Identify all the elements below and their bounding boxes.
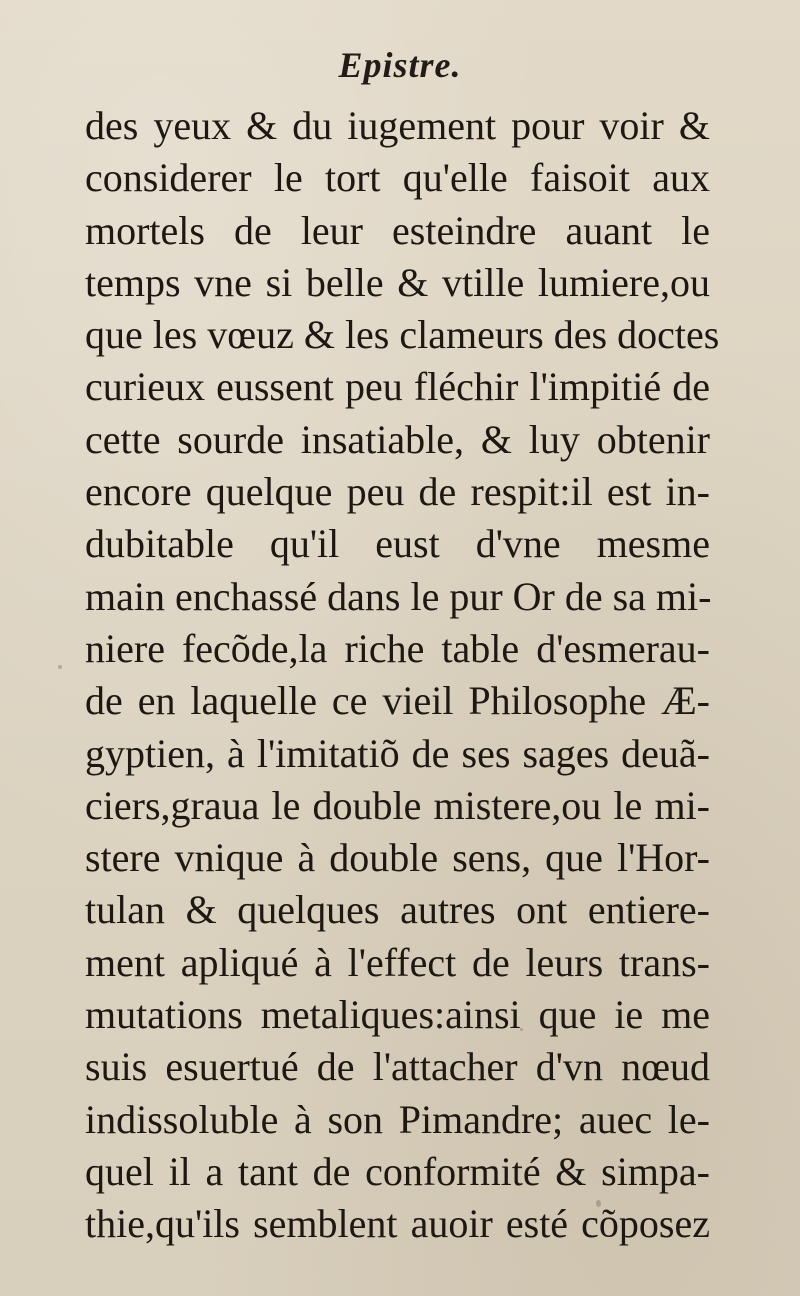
paper-speck bbox=[596, 1200, 601, 1207]
text-line: mortels de leur esteindre auant le bbox=[85, 207, 710, 253]
text-line: curieux eussent peu fléchir l'impitié de bbox=[85, 364, 710, 410]
text-line: indissoluble à son Pimandre; auec le- bbox=[85, 1096, 710, 1142]
body-text bbox=[85, 100, 720, 1251]
text-line: de en laquelle ce vieil Philosophe Æ- bbox=[85, 678, 710, 724]
paper-speck bbox=[58, 665, 62, 669]
running-title: Epistre. bbox=[338, 45, 462, 85]
text-line: considerer le tort qu'elle faisoit aux bbox=[85, 155, 710, 201]
text-line: que les vœuz & les clameurs des doctes bbox=[85, 312, 720, 358]
text-line: quel il a tant de conformité & simpa- bbox=[85, 1148, 710, 1194]
text-line: dubitable qu'il eust d'vne mesme bbox=[85, 521, 710, 567]
text-line: temps vne si belle & vtille lumiere,ou bbox=[85, 259, 710, 305]
text-line: tulan & quelques autres ont entiere- bbox=[85, 887, 710, 933]
text-line: gyptien, à l'imitatiõ de ses sages deuã- bbox=[85, 730, 710, 776]
paper-speck bbox=[520, 1028, 523, 1031]
text-line: thie,qu'ils semblent auoir esté cõposez bbox=[85, 1201, 710, 1247]
text-line: stere vnique à double sens, que l'Hor- bbox=[85, 835, 710, 881]
text-line: suis esuertué de l'attacher d'vn nœud bbox=[85, 1044, 710, 1090]
text-line: niere fecõde,la riche table d'esmerau- bbox=[85, 625, 710, 671]
text-line: mutations metaliques:ainsi que ie me bbox=[85, 992, 710, 1038]
text-line: encore quelque peu de respit:il est in- bbox=[85, 469, 710, 515]
text-line: ciers,graua le double mistere,ou le mi- bbox=[85, 782, 710, 828]
text-line: des yeux & du iugement pour voir & bbox=[85, 103, 710, 148]
text-line: ment apliqué à l'effect de leurs trans- bbox=[85, 939, 710, 985]
text-line: main enchassé dans le pur Or de sa mi- bbox=[85, 573, 712, 619]
text-line: cette sourde insatiable, & luy obtenir bbox=[85, 416, 710, 462]
